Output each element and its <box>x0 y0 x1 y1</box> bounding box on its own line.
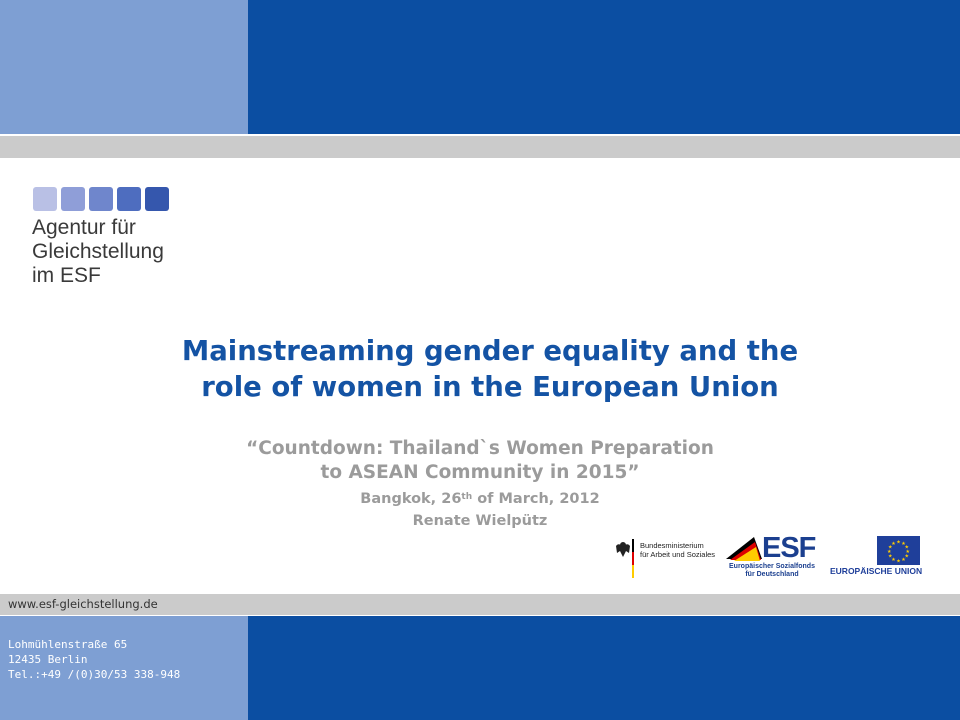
esf-caption-line-1: Europäischer Sozialfonds <box>729 563 815 570</box>
event-date-sup: th <box>461 492 473 502</box>
logo-square-1 <box>33 187 57 211</box>
svg-text:★: ★ <box>896 539 901 546</box>
slide-title <box>100 333 880 405</box>
eu-stars-icon <box>877 536 920 565</box>
svg-text:★: ★ <box>891 540 896 547</box>
header-gray-band <box>0 136 960 158</box>
agency-logo-squares <box>33 187 169 211</box>
svg-text:★: ★ <box>888 553 893 560</box>
ministry-logo-text <box>640 541 715 559</box>
logo-line-2: Gleichstellung <box>32 240 164 263</box>
ministry-line-1: Bundesministerium <box>640 541 704 550</box>
logo-line-3: im ESF <box>32 264 101 287</box>
svg-text:★: ★ <box>891 557 896 563</box>
eu-logo-caption: EUROPÄISCHE UNION <box>830 566 923 576</box>
esf-logo-caption <box>726 563 818 579</box>
svg-text:★: ★ <box>904 553 909 560</box>
logo-square-4 <box>117 187 141 211</box>
svg-text:★: ★ <box>886 549 892 555</box>
eu-flag-icon <box>877 536 920 565</box>
esf-logo-word: ESF <box>762 532 816 564</box>
logo-square-5 <box>145 187 169 211</box>
slide-title-line-1: Mainstreaming gender equality and the <box>181 335 799 367</box>
svg-text:★: ★ <box>901 557 906 563</box>
footer-dark-block <box>248 616 960 720</box>
svg-text:★: ★ <box>888 544 893 551</box>
slide-subtitle <box>150 437 810 485</box>
svg-text:★: ★ <box>901 540 906 547</box>
address-line-3: Tel.:+49 /(0)30/53 338-948 <box>8 668 181 681</box>
header-dark-block <box>248 0 960 134</box>
contact-address <box>8 637 180 682</box>
svg-text:★: ★ <box>905 549 911 555</box>
event-date-prefix: Bangkok, 26 <box>360 491 462 507</box>
ministry-line-2: für Arbeit und Soziales <box>640 550 716 559</box>
address-line-2: 12435 Berlin <box>8 653 88 666</box>
svg-text:★: ★ <box>904 544 909 551</box>
subtitle-line-1: “Countdown: Thailand`s Women Preparation <box>246 438 714 459</box>
logo-square-3 <box>89 187 113 211</box>
subtitle-line-2: to ASEAN Community in 2015” <box>320 462 640 483</box>
presenter-name: Renate Wielpütz <box>412 513 548 529</box>
event-date-suffix: of March, 2012 <box>472 491 600 507</box>
website-link[interactable]: www.esf-gleichstellung.de <box>8 597 158 611</box>
address-line-1: Lohmühlenstraße 65 <box>8 638 128 651</box>
header-light-block <box>0 0 248 134</box>
logo-line-1: Agentur für <box>32 216 136 239</box>
event-date <box>250 488 710 510</box>
event-info <box>250 488 710 532</box>
esf-caption-line-2: für Deutschland <box>745 571 799 578</box>
svg-text:★: ★ <box>896 558 901 565</box>
slide-title-line-2: role of women in the European Union <box>201 371 779 403</box>
agency-logo-text <box>32 216 212 288</box>
logo-square-2 <box>61 187 85 211</box>
